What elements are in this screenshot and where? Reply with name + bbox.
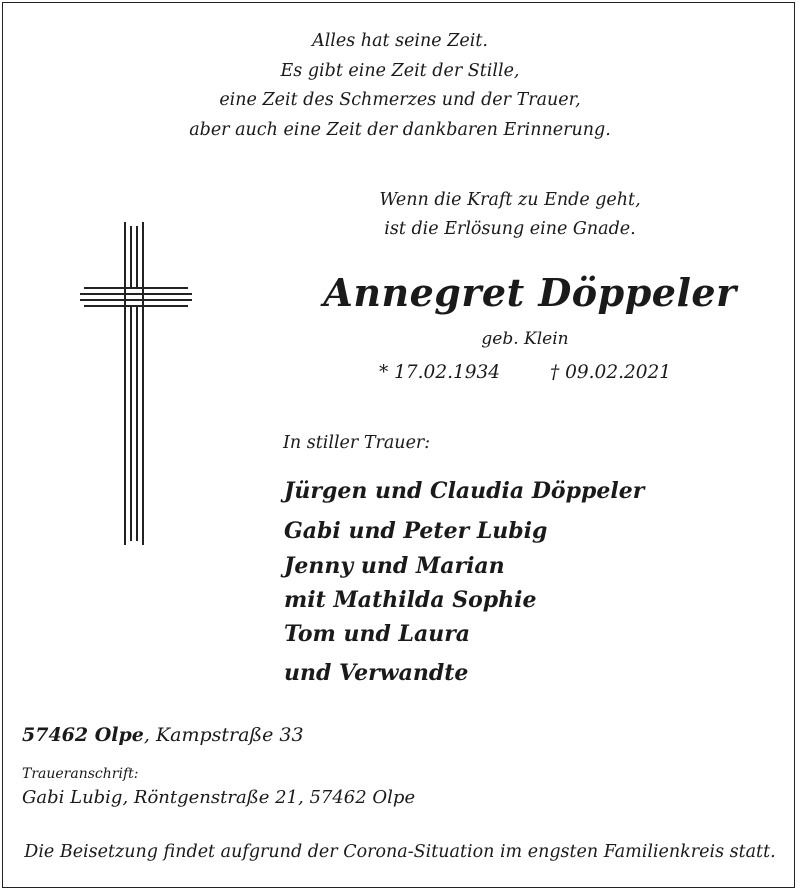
poem-top-line: Es gibt eine Zeit der Stille,	[280, 60, 520, 81]
poem-bottom	[340, 186, 680, 243]
death-date: † 09.02.2021	[550, 362, 672, 383]
address-street: , Kampstraße 33	[143, 724, 304, 746]
funeral-home-address	[22, 724, 304, 746]
family-member: Gabi und Peter Lubig	[284, 518, 548, 544]
deceased-name: Annegret Döppeler	[323, 270, 737, 315]
poem-top	[0, 27, 800, 145]
poem-bottom-line: ist die Erlösung eine Gnade.	[384, 218, 636, 239]
poem-top-line: Alles hat seine Zeit.	[312, 31, 488, 51]
family-member: Tom und Laura	[284, 621, 471, 647]
burial-notice: Die Beisetzung findet aufgrund der Corona-Situation im engsten Familienkreis statt.	[24, 842, 776, 862]
double-line-cross-icon	[80, 222, 192, 550]
poem-top-line: eine Zeit des Schmerzes und der Trauer,	[219, 90, 581, 110]
family-list	[284, 477, 644, 653]
traueranschrift-value: Gabi Lubig, Röntgenstraße 21, 57462 Olpe	[22, 787, 416, 808]
relatives: und Verwandte	[284, 660, 469, 686]
family-member: mit Mathilda Sophie	[284, 587, 537, 613]
poem-bottom-line: Wenn die Kraft zu Ende geht,	[379, 190, 641, 210]
family-member: Jürgen und Claudia Döppeler	[284, 478, 645, 504]
family-member: Jenny und Marian	[284, 553, 505, 579]
address-city: 57462 Olpe	[22, 724, 144, 746]
poem-top-line: aber auch eine Zeit der dankbaren Erinnerung.	[189, 119, 611, 140]
birth-name: geb. Klein	[481, 329, 569, 349]
mourning-intro: In stiller Trauer:	[283, 433, 431, 453]
birth-date: * 17.02.1934	[379, 362, 501, 383]
traueranschrift-label: Traueranschrift:	[22, 766, 139, 782]
